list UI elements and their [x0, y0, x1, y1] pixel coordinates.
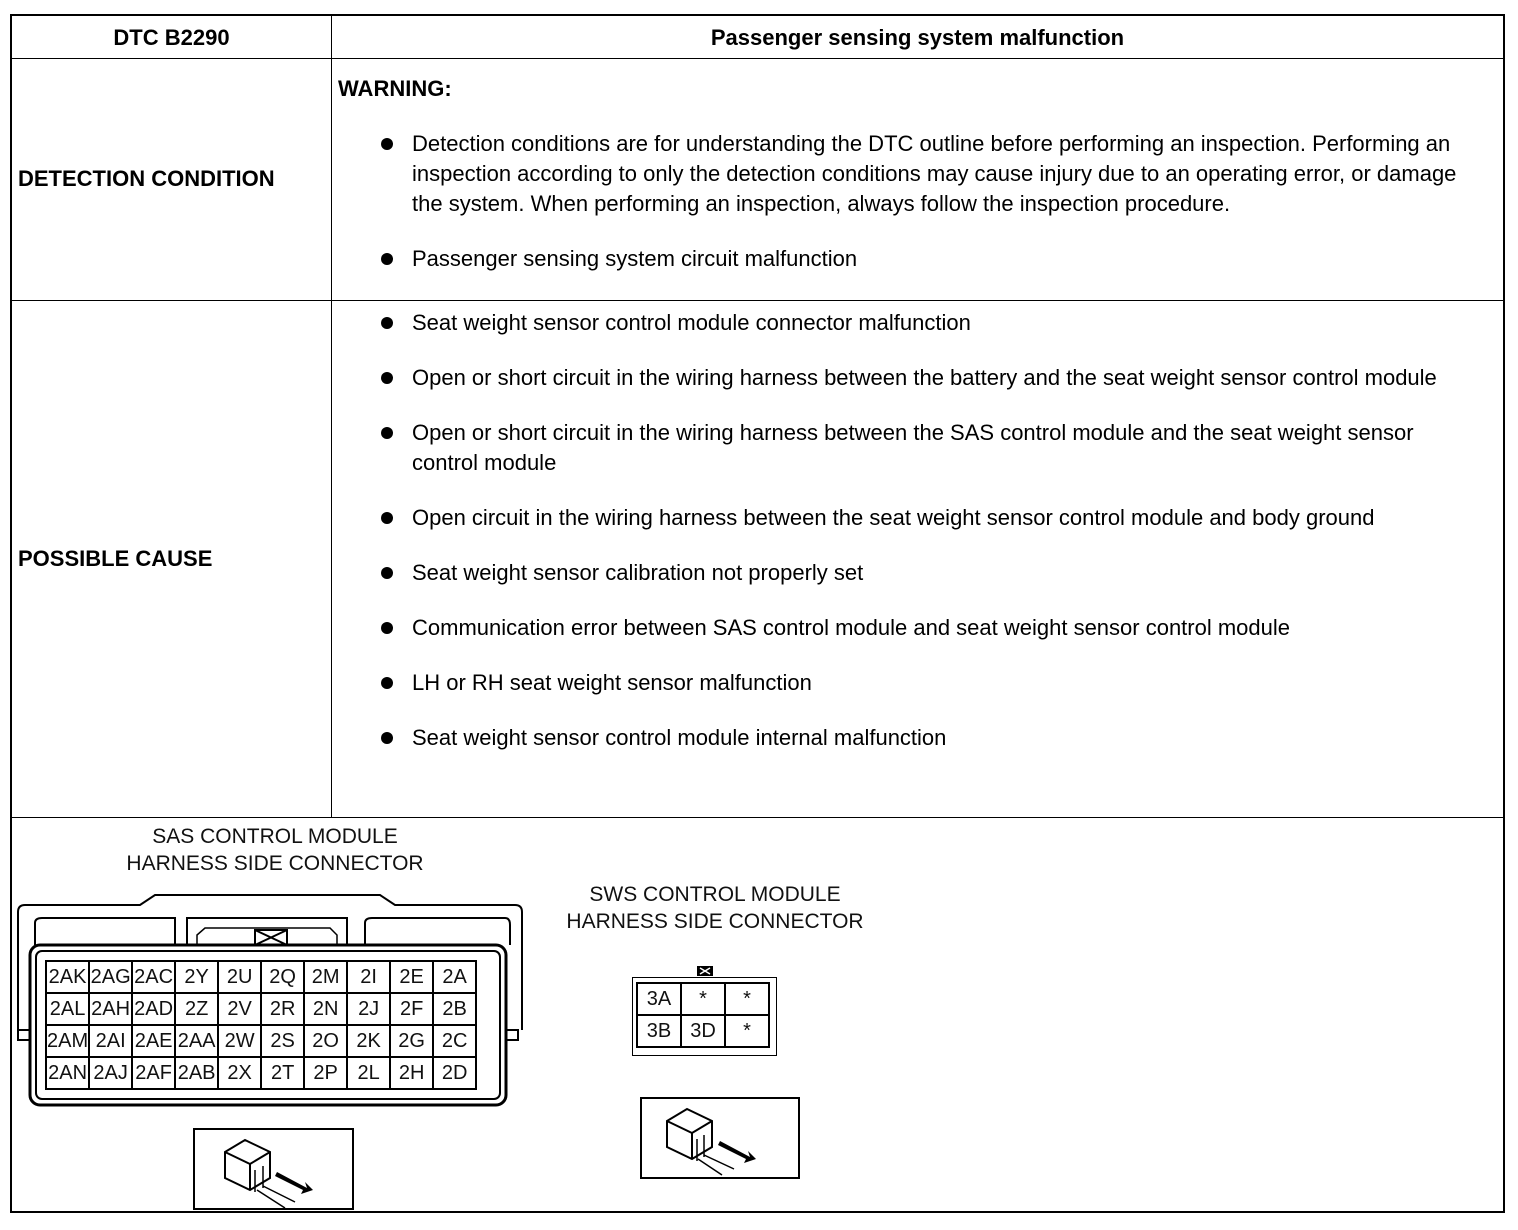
pin-cell: 2L	[347, 1057, 390, 1089]
pin-cell: 2AL	[46, 993, 89, 1025]
pin-cell: 2AD	[132, 993, 175, 1025]
pin-cell: 2B	[433, 993, 476, 1025]
pin-cell: 2W	[218, 1025, 261, 1057]
pin-cell: 2AB	[175, 1057, 218, 1089]
divider	[12, 817, 1503, 818]
connector-view-arrow-icon	[195, 1130, 352, 1208]
sws-connector-title	[545, 881, 885, 935]
detection-condition-content	[338, 66, 1483, 299]
pin-cell: 2P	[304, 1057, 347, 1089]
bullet-item: Communication error between SAS control module and seat weight sensor control module	[338, 613, 1483, 643]
sws-harness-view-icon-box	[640, 1097, 800, 1179]
pin-cell: 2R	[261, 993, 304, 1025]
possible-cause-content	[338, 308, 1483, 778]
possible-cause-list	[338, 308, 1483, 753]
sas-connector-title	[100, 823, 450, 877]
pin-cell: 2O	[304, 1025, 347, 1057]
pin-cell: *	[681, 983, 725, 1015]
pin-cell: 2AA	[175, 1025, 218, 1057]
pin-cell: 3A	[637, 983, 681, 1015]
sas-title-line1: SAS CONTROL MODULE	[152, 825, 398, 848]
pin-cell: 2A	[433, 961, 476, 993]
pin-cell: 2AI	[89, 1025, 132, 1057]
pin-cell: 2U	[218, 961, 261, 993]
pin-cell: 2Z	[175, 993, 218, 1025]
pin-cell: 3B	[637, 1015, 681, 1047]
pin-cell: *	[725, 1015, 769, 1047]
bullet-item: Open or short circuit in the wiring harness between the SAS control module and the seat weight sensor control module	[338, 418, 1483, 478]
bullet-item: LH or RH seat weight sensor malfunction	[338, 668, 1483, 698]
bullet-item: Detection conditions are for understanding the DTC outline before performing an inspection. Performing an inspection according to only the detection conditions may cause injury due to an operating error, or damage the system. When performing an inspection, always follow the inspection procedure.	[338, 129, 1483, 219]
bullet-item: Open circuit in the wiring harness between the seat weight sensor control module and body ground	[338, 503, 1483, 533]
pin-cell: 2AG	[89, 961, 132, 993]
pin-cell: 2H	[390, 1057, 433, 1089]
lock-tab-icon	[696, 965, 714, 977]
pin-cell: 2AM	[46, 1025, 89, 1057]
pin-cell: 2AJ	[89, 1057, 132, 1089]
bullet-item: Seat weight sensor control module connector malfunction	[338, 308, 1483, 338]
column-divider	[331, 16, 332, 817]
pin-cell: 2AE	[132, 1025, 175, 1057]
divider	[12, 300, 1503, 301]
pin-cell: 2AN	[46, 1057, 89, 1089]
pin-cell: 2AC	[132, 961, 175, 993]
pin-cell: 2E	[390, 961, 433, 993]
pin-cell: 3D	[681, 1015, 725, 1047]
pin-cell: 2I	[347, 961, 390, 993]
pin-cell: 2D	[433, 1057, 476, 1089]
pin-cell: 2Q	[261, 961, 304, 993]
pin-cell: 2F	[390, 993, 433, 1025]
sws-title-line2: HARNESS SIDE CONNECTOR	[566, 910, 864, 933]
sas-title-line2: HARNESS SIDE CONNECTOR	[126, 852, 424, 875]
bullet-item: Seat weight sensor control module internal malfunction	[338, 723, 1483, 753]
bullet-item: Open or short circuit in the wiring harness between the battery and the seat weight sensor control module	[338, 363, 1483, 393]
pin-cell: 2AF	[132, 1057, 175, 1089]
pin-cell: 2X	[218, 1057, 261, 1089]
pin-cell: 2G	[390, 1025, 433, 1057]
pin-cell: 2AK	[46, 961, 89, 993]
detection-condition-label: DETECTION CONDITION	[18, 166, 275, 191]
pin-cell: *	[725, 983, 769, 1015]
pin-cell: 2N	[304, 993, 347, 1025]
pin-cell: 2T	[261, 1057, 304, 1089]
pin-cell: 2V	[218, 993, 261, 1025]
sas-pin-grid	[45, 960, 477, 1090]
possible-cause-label: POSSIBLE CAUSE	[18, 546, 213, 571]
connector-view-arrow-icon	[642, 1099, 798, 1177]
sws-title-line1: SWS CONTROL MODULE	[589, 883, 841, 906]
pin-cell: 2K	[347, 1025, 390, 1057]
bullet-item: Passenger sensing system circuit malfunction	[338, 244, 1483, 274]
sas-harness-view-icon-box	[193, 1128, 354, 1210]
pin-cell: 2AH	[89, 993, 132, 1025]
pin-cell: 2M	[304, 961, 347, 993]
pin-cell: 2C	[433, 1025, 476, 1057]
detection-list	[338, 129, 1483, 274]
dtc-title: Passenger sensing system malfunction	[710, 25, 1125, 50]
sws-pin-grid	[636, 982, 770, 1048]
dtc-code: DTC B2290	[113, 25, 230, 50]
pin-cell: 2J	[347, 993, 390, 1025]
pin-cell: 2S	[261, 1025, 304, 1057]
warning-label: WARNING:	[338, 76, 452, 101]
pin-cell: 2Y	[175, 961, 218, 993]
bullet-item: Seat weight sensor calibration not properly set	[338, 558, 1483, 588]
